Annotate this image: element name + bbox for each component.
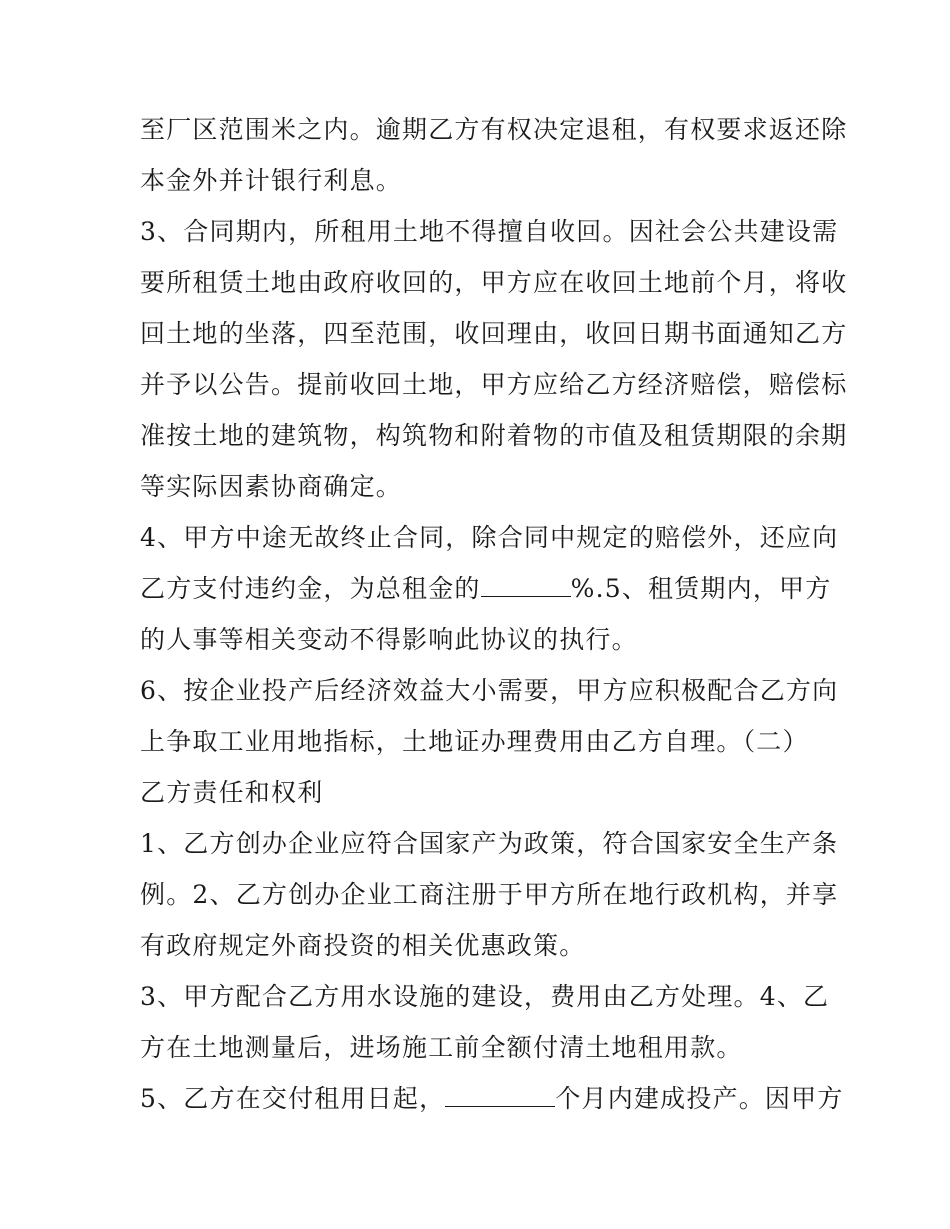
fill-in-blank	[445, 1082, 555, 1107]
text-line: 的人事等相关变动不得影响此协议的执行。	[140, 625, 638, 654]
text-line: 本金外并计银行利息。	[140, 166, 403, 195]
text-line: 上争取工业用地指标，土地证办理费用由乙方自理。（二）	[140, 727, 809, 756]
text-line: 至厂区范围米之内。逾期乙方有权决定退租，有权要求返还除	[140, 115, 848, 144]
text-line: 3、甲方配合乙方用水设施的建设，费用由乙方处理。4、乙	[140, 982, 830, 1011]
line-segment: %.5、租赁期内，甲方	[570, 574, 832, 603]
text-line: 等实际因素协商确定。	[140, 472, 403, 501]
line-segment: 5、乙方在交付租用日起，	[140, 1084, 446, 1113]
line-segment: 乙方支付违约金，为总租金的	[140, 574, 481, 603]
text-line: 例。2、乙方创办企业工商注册于甲方所在地行政机构，并享	[140, 880, 839, 909]
text-line: 1、乙方创办企业应符合国家产为政策，符合国家安全生产条	[140, 829, 839, 858]
section-heading: 乙方责任和权利	[140, 778, 324, 807]
fill-in-blank	[481, 572, 571, 597]
text-line: 方在土地测量后，进场施工前全额付清土地租用款。	[140, 1033, 743, 1062]
text-line: 准按土地的建筑物，构筑物和附着物的市值及租赁期限的余期	[140, 421, 848, 450]
text-line: 6、按企业投产后经济效益大小需要，甲方应积极配合乙方向	[140, 676, 839, 705]
text-line: 有政府规定外商投资的相关优惠政策。	[140, 931, 586, 960]
text-line-with-blank	[140, 563, 832, 614]
text-line: 回土地的坐落，四至范围，收回理由，收回日期书面通知乙方	[140, 319, 848, 348]
text-line-with-blank	[140, 1073, 844, 1124]
text-line: 要所租赁土地由政府收回的，甲方应在收回土地前个月，将收	[140, 268, 848, 297]
text-line: 3、合同期内，所租用土地不得擅自收回。因社会公共建设需	[140, 217, 839, 246]
text-line: 并予以公告。提前收回土地，甲方应给乙方经济赔偿，赔偿标	[140, 370, 848, 399]
contract-body	[140, 104, 848, 1124]
line-segment: 个月内建成投产。因甲方	[555, 1084, 844, 1113]
text-line: 4、甲方中途无故终止合同，除合同中规定的赔偿外，还应向	[140, 523, 839, 552]
